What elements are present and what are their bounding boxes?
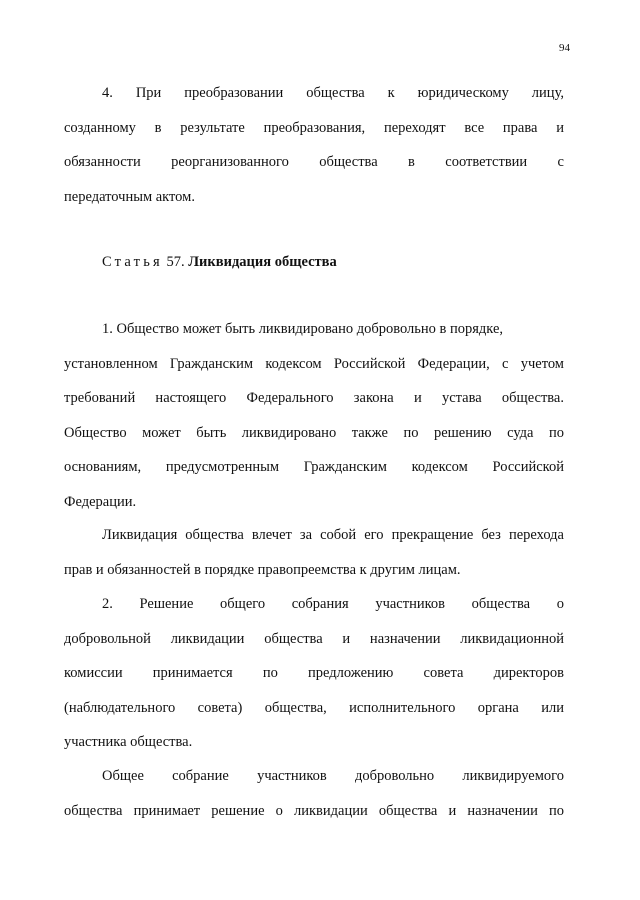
text-line: передаточным актом. <box>64 188 195 205</box>
article-number: 57. <box>166 254 185 270</box>
text-line: установленном Гражданским кодексом Российской Федерации, с учетом <box>64 355 564 372</box>
paragraph-item-1 <box>64 312 564 520</box>
page-number: 94 <box>559 42 570 54</box>
text-line: Федерации. <box>64 493 137 510</box>
paragraph-liquidation <box>64 518 564 587</box>
text-line: созданному в результате преобразования, переходят все права и <box>64 119 564 136</box>
text-line: 4. При преобразовании общества к юридическому лицу, <box>102 85 564 101</box>
text-line: участника общества. <box>64 734 193 751</box>
text-line: 2. Решение общего собрания участников общества о <box>102 596 564 612</box>
paragraph-item-4 <box>64 76 564 214</box>
article-title: Ликвидация общества <box>188 254 337 270</box>
text-line: прав и обязанностей в порядке правопреемства к другим лицам. <box>64 561 461 578</box>
text-line: общества принимает решение о ликвидации общества и назначении по <box>64 802 564 819</box>
paragraph-general-meeting <box>64 759 564 828</box>
text-line: требований настоящего Федерального закона и устава общества. <box>64 390 564 407</box>
paragraph-item-2 <box>64 587 564 760</box>
text-line: Общество может быть ликвидировано также по решению суда по <box>64 424 564 441</box>
text-line: комиссии принимается по предложению совета директоров <box>64 665 564 682</box>
text-line: 1. Общество может быть ликвидировано добровольно в порядке, <box>102 321 504 337</box>
article-label: Статья <box>102 254 163 270</box>
text-line: обязанности реорганизованного общества в соответствии с <box>64 154 564 171</box>
text-line: (наблюдательного совета) общества, исполнительного органа или <box>64 699 564 716</box>
text-line: основаниям, предусмотренным Гражданским кодексом Российской <box>64 459 564 476</box>
text-line: Общее собрание участников добровольно ликвидируемого <box>102 768 564 784</box>
article-heading <box>102 245 337 280</box>
text-line: добровольной ликвидации общества и назначении ликвидационной <box>64 630 564 647</box>
text-line: Ликвидация общества влечет за собой его прекращение без перехода <box>102 527 564 543</box>
